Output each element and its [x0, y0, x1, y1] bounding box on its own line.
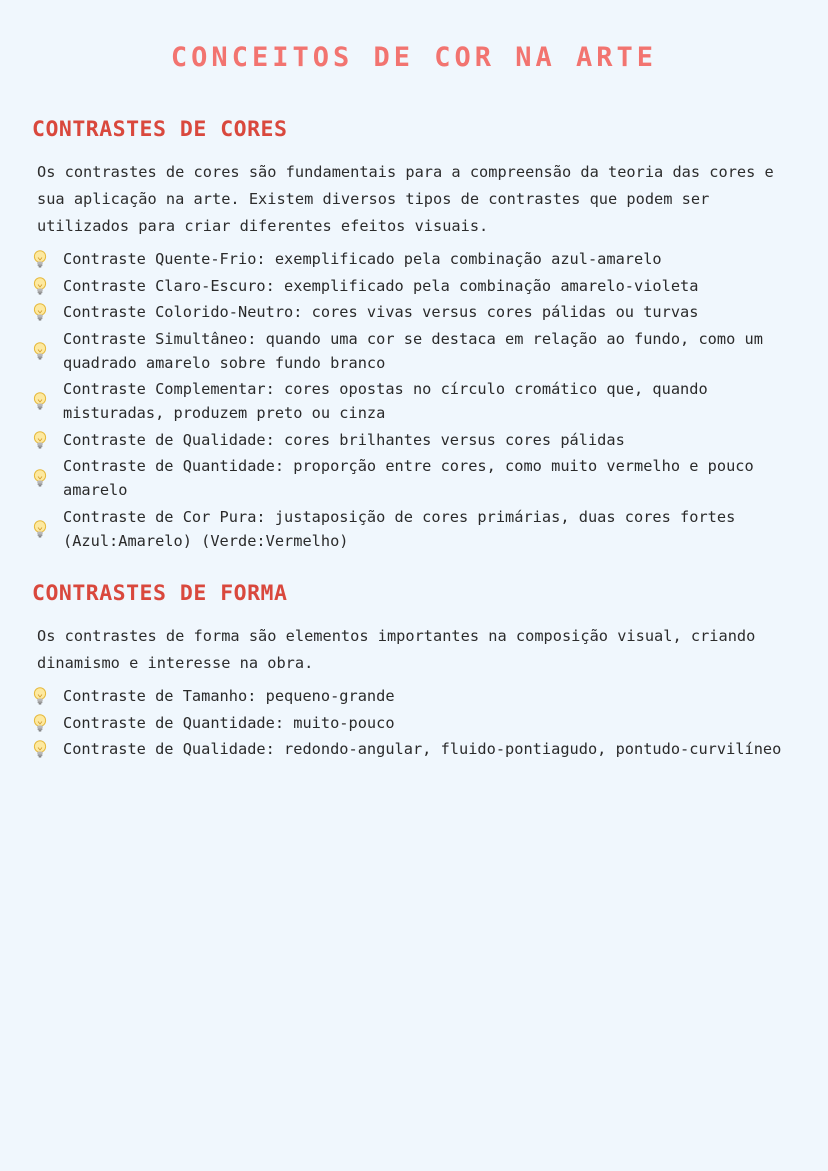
- section-intro: Os contrastes de cores são fundamentais para a compreensão da teoria das cores e sua aplicação na arte. Existem diversos tipos de contrastes que podem ser utilizados para criar diferentes efeitos visuais.: [37, 163, 774, 235]
- light-bulb-icon: [32, 430, 63, 450]
- section-shape-contrasts: [32, 579, 812, 764]
- list-item: [32, 274, 812, 298]
- list-item: [32, 737, 812, 761]
- light-bulb-icon: [32, 341, 63, 361]
- section-heading: CONTRASTES DE CORES: [32, 117, 288, 142]
- light-bulb-icon: [32, 519, 63, 539]
- list-item-text: Contraste de Qualidade: redondo-angular, fluido-pontiagudo, pontudo-curvilíneo: [63, 740, 782, 758]
- light-bulb-icon: [32, 249, 63, 269]
- list-item-text: Contraste Colorido-Neutro: cores vivas versus cores pálidas ou turvas: [63, 303, 699, 321]
- list-item-text: Contraste de Quantidade: proporção entre cores, como muito vermelho e pouco amarelo: [63, 457, 754, 499]
- page-title: CONCEITOS DE COR NA ARTE: [170, 42, 658, 73]
- list-item-text: Contraste de Quantidade: muito-pouco: [63, 713, 395, 732]
- list-item-text: Contraste Claro-Escuro: exemplificado pela combinação amarelo-violeta: [63, 276, 699, 295]
- list-item: [32, 684, 812, 708]
- list-item-text: Contraste de Qualidade: cores brilhantes versus cores pálidas: [63, 430, 625, 449]
- light-bulb-icon: [32, 391, 63, 411]
- section-heading: CONTRASTES DE FORMA: [32, 581, 288, 606]
- list-item-text: Contraste Quente-Frio: exemplificado pela combinação azul-amarelo: [63, 250, 662, 268]
- list-item: [32, 454, 812, 502]
- list-item-text: Contraste Simultâneo: quando uma cor se destaca em relação ao fundo, como um quadrado amarelo sobre fundo branco: [63, 329, 763, 372]
- section-color-contrasts: [32, 115, 812, 555]
- section-intro: Os contrastes de forma são elementos importantes na composição visual, criando dinamismo e interesse na obra.: [37, 627, 756, 672]
- list-item: [32, 327, 812, 375]
- list-item-text: Contraste de Cor Pura: justaposição de cores primárias, duas cores fortes (Azul:Amarelo) (Verde:Vermelho): [63, 507, 736, 550]
- list-item-text: Contraste Complementar: cores opostas no círculo cromático que, quando misturadas, produzem preto ou cinza: [63, 380, 708, 422]
- light-bulb-icon: [32, 276, 63, 296]
- light-bulb-icon: [32, 739, 63, 759]
- list-item-text: Contraste de Tamanho: pequeno-grande: [63, 687, 395, 705]
- list-item: [32, 505, 812, 553]
- list-item: [32, 377, 812, 425]
- bullet-list: [32, 247, 812, 553]
- light-bulb-icon: [32, 713, 63, 733]
- list-item: [32, 247, 812, 271]
- list-item: [32, 711, 812, 735]
- light-bulb-icon: [32, 686, 63, 706]
- light-bulb-icon: [32, 302, 63, 322]
- list-item: [32, 300, 812, 324]
- bullet-list: [32, 684, 812, 761]
- light-bulb-icon: [32, 468, 63, 488]
- list-item: [32, 428, 812, 452]
